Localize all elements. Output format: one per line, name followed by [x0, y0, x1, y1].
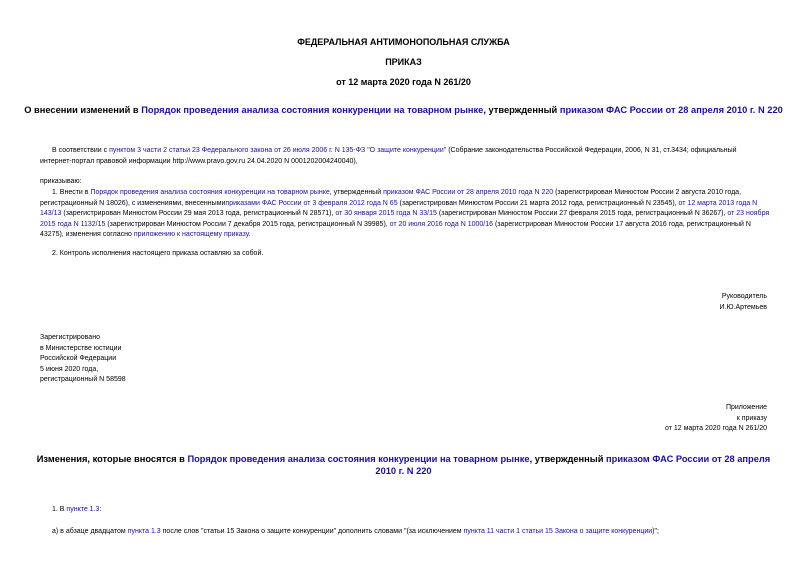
item1-text-6: (зарегистрирован Минюстом России 27 февраля 2015 года, регистрационный N 36267), — [436, 210, 728, 217]
change1-text-2: : — [99, 506, 102, 513]
change-a-paragraph — [52, 527, 659, 538]
signature-role: Руководитель — [721, 293, 767, 300]
document-date-number: от 12 марта 2020 года N 261/20 — [336, 77, 471, 87]
document-title — [0, 105, 807, 115]
registration-line: Зарегистрировано — [40, 334, 100, 341]
intro-text-2: (Собрание законодательства Российской Федерации, 2006, N 31, ст.3434; официальный интернет-портал правовой информации http://www.pravo.gov.ru 24.04.2020 N 0001202004240040), — [40, 147, 737, 165]
item-1-paragraph — [40, 188, 770, 241]
document-type: ПРИКАЗ — [385, 57, 422, 67]
item1-link-appendix[interactable]: приложению к настоящему приказу — [133, 231, 249, 238]
item1-text-9: . — [248, 231, 251, 238]
intro-text-1: В соответствии с — [52, 147, 110, 154]
item1-link-order-33[interactable]: от 30 января 2015 года N 33/15 — [335, 210, 437, 217]
registration-line: регистрационный N 58598 — [40, 376, 126, 383]
change-a-text-3: )"; — [652, 528, 659, 535]
appendix-line: Приложение — [725, 404, 767, 411]
changes-title-link-procedure[interactable]: Порядок проведения анализа состояния конкуренции на товарном рынке — [187, 454, 530, 464]
signature-name: И.Ю.Артемьев — [719, 303, 767, 311]
item1-text-7: (зарегистрирован Минюстом России 7 декабря 2015 года, регистрационный N 39985), — [105, 220, 390, 228]
appendix-line: от 12 марта 2020 года N 261/20 — [664, 425, 767, 432]
signature-block — [720, 292, 768, 313]
registration-block — [40, 333, 126, 386]
intro-paragraph — [40, 146, 770, 167]
change-a-link-article-15[interactable]: пункта 11 части 1 статьи 15 Закона о защите конкуренции — [463, 528, 653, 535]
item1-text-4: (зарегистрирован Минюстом России 21 марта 2012 года, регистрационный N 23545), — [397, 199, 679, 207]
change-a-link-clause-1-3[interactable]: пункта 1.3 — [127, 528, 161, 535]
item1-text-3: (зарегистрирован Минюстом России 2 августа 2010 года, регистрационный N 18026), с изменениями, внесенными — [40, 189, 742, 207]
changes-title-text-2: , утвержденный — [529, 454, 607, 464]
registration-line: 5 июня 2020 года, — [40, 365, 99, 373]
item1-link-order-65[interactable]: приказами ФАС России от 3 февраля 2012 года N 65 — [225, 199, 398, 207]
appendix-reference — [665, 403, 767, 435]
item1-link-order-143[interactable]: от 12 марта 2013 года N 143/13 — [40, 199, 758, 217]
title-text-1: О внесении изменений в — [24, 105, 142, 115]
appendix-line: к приказу — [736, 414, 767, 422]
registration-line: в Министерстве юстиции — [40, 344, 122, 352]
title-text-2: , утвержденный — [483, 105, 560, 115]
change-a-text-2: после слов "статьи 15 Закона о защите конкуренции" дополнить словами "(за исключением — [160, 528, 464, 535]
item1-text-1: 1. Внести в — [52, 189, 91, 196]
item1-link-order-1132[interactable]: от 23 ноября 2015 года N 1132/15 — [40, 210, 770, 228]
order-word: приказываю: — [40, 178, 82, 185]
title-link-order-220[interactable]: приказом ФАС России от 28 апреля 2010 г. N 220 — [559, 105, 783, 115]
changes-title-link-order-220[interactable]: приказом ФАС России от 28 апреля 2010 г. N 220 — [375, 454, 771, 476]
item1-text-8: (зарегистрирован Минюстом России 17 августа 2016 года, регистрационный N 43275), изменения согласно — [40, 220, 751, 238]
title-link-procedure[interactable]: Порядок проведения анализа состояния конкуренции на товарном рынке — [141, 105, 484, 115]
item1-link-procedure[interactable]: Порядок проведения анализа состояния конкуренции на товарном рынке — [90, 189, 330, 196]
item1-link-order-220[interactable]: приказом ФАС России от 28 апреля 2010 года N 220 — [383, 189, 554, 196]
item-2-paragraph: 2. Контроль исполнения настоящего приказа оставляю за собой. — [52, 250, 264, 257]
item1-link-order-1000[interactable]: от 20 июля 2016 года N 1000/16 — [389, 220, 494, 228]
registration-line: Российской Федерации — [40, 355, 117, 362]
item1-text-5: (зарегистрирован Минюстом России 29 мая 2013 года, регистрационный N 28571), — [61, 210, 336, 217]
agency-name: ФЕДЕРАЛЬНАЯ АНТИМОНОПОЛЬНАЯ СЛУЖБА — [297, 37, 510, 47]
change-1-paragraph — [52, 505, 101, 516]
changes-title-text-1: Изменения, которые вносятся в — [36, 454, 188, 464]
changes-title — [36, 453, 771, 477]
change1-link-clause-1-3[interactable]: пункте 1.3 — [66, 506, 100, 513]
intro-link-law[interactable]: пунктом 3 части 2 статьи 23 Федерального закона от 26 июля 2006 г. N 135-ФЗ "О защите конкуренции" — [109, 147, 447, 154]
change1-text-1: 1. В — [52, 506, 67, 513]
change-a-text-1: а) в абзаце двадцатом — [52, 528, 128, 535]
item1-text-2: , утвержденный — [329, 189, 384, 196]
